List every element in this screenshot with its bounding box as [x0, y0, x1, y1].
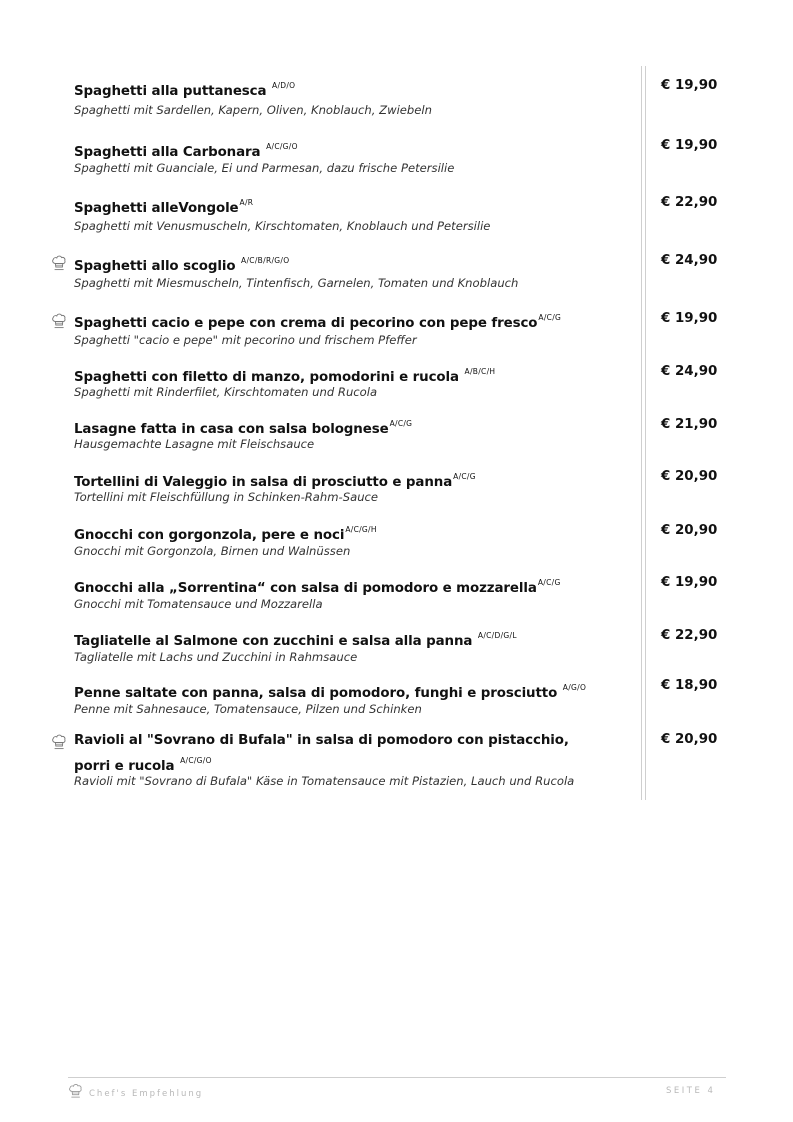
dish-description: Tagliatelle mit Lachs und Zucchini in Rahmsauce — [74, 650, 358, 664]
dish-name: Spaghetti allo scoglio $^{A/C/B/R/G/O}$ — [74, 256, 290, 274]
dish-name: Spaghetti alla puttanesca $^{A/D/O}$ — [74, 81, 296, 99]
dish-name: Gnocchi con gorgonzola, pere e noci$^{A/C/G/H}$ — [74, 525, 377, 543]
allergen-codes: A/D/O — [272, 81, 296, 90]
dish-price: € 20,90 — [661, 469, 718, 484]
chef-hat-icon — [68, 1081, 83, 1099]
dish-price: € 21,90 — [661, 417, 718, 432]
page-number: SEITE 4 — [666, 1086, 716, 1096]
allergen-codes: A/C/G — [389, 419, 413, 428]
dish-price: € 24,90 — [661, 253, 718, 268]
dish-price: € 22,90 — [661, 195, 718, 210]
allergen-codes: A/C/G/O — [180, 756, 212, 765]
dish-name: Tagliatelle al Salmone con zucchini e salsa alla panna $^{A/C/D/G/L}$ — [74, 631, 517, 649]
footer-legend-text: Chef's Empfehlung — [89, 1089, 204, 1099]
dish-price: € 19,90 — [661, 311, 718, 326]
dish-name: Ravioli al "Sovrano di Bufala" in salsa di pomodoro con pistacchio, porri e rucola $^{A/C/G/O}$ — [74, 733, 569, 774]
dish-description: Hausgemachte Lasagne mit Fleischsauce — [74, 437, 315, 451]
dish-description: Ravioli mit "Sovrano di Bufala" Käse in Tomatensauce mit Pistazien, Lauch und Rucola — [74, 774, 575, 788]
allergen-codes: A/C/G/H — [345, 525, 377, 534]
allergen-codes: A/C/G/O — [266, 142, 298, 151]
dish-description: Spaghetti "cacio e pepe" mit pecorino und frischem Pfeffer — [74, 333, 417, 347]
dish-name: Spaghetti con filetto di manzo, pomodorini e rucola $^{A/B/C/H}$ — [74, 367, 496, 385]
dish-price: € 19,90 — [661, 138, 718, 153]
dish-description: Gnocchi mit Tomatensauce und Mozzarella — [74, 597, 323, 611]
allergen-codes: A/G/O — [562, 683, 587, 692]
allergen-codes: A/C/B/R/G/O — [241, 256, 290, 265]
dish-description: Penne mit Sahnesauce, Tomatensauce, Pilzen und Schinken — [74, 702, 422, 716]
dish-description: Spaghetti mit Miesmuscheln, Tintenfisch, Garnelen, Tomaten und Knoblauch — [74, 276, 519, 290]
chef-hat-icon — [51, 732, 67, 750]
allergen-codes: A/R — [239, 198, 254, 207]
dish-name: Tortellini di Valeggio in salsa di prosciutto e panna$^{A/C/G}$ — [74, 472, 476, 490]
dish-name: Gnocchi alla „Sorrentina“ con salsa di pomodoro e mozzarella$^{A/C/G}$ — [74, 578, 561, 596]
dish-description: Spaghetti mit Rinderfilet, Kirschtomaten und Rucola — [74, 385, 378, 399]
dish-name: Spaghetti cacio e pepe con crema di pecorino con pepe fresco$^{A/C/G}$ — [74, 313, 562, 331]
dish-price: € 18,90 — [661, 678, 718, 693]
allergen-codes: A/C/D/G/L — [477, 631, 517, 640]
column-divider — [641, 66, 642, 800]
dish-name: Lasagne fatta in casa con salsa bolognese$^{A/C/G}$ — [74, 419, 413, 437]
footer-divider — [68, 1077, 726, 1078]
chef-hat-icon — [51, 253, 67, 271]
allergen-codes: A/C/G — [537, 578, 561, 587]
allergen-codes: A/B/C/H — [464, 367, 496, 376]
dish-price: € 19,90 — [661, 78, 718, 93]
chef-hat-icon — [51, 311, 67, 329]
dish-name: Penne saltate con panna, salsa di pomodoro, funghi e prosciutto $^{A/G/O}$ — [74, 683, 587, 701]
dish-description: Spaghetti mit Venusmuscheln, Kirschtomaten, Knoblauch und Petersilie — [74, 219, 491, 233]
allergen-codes: A/C/G — [538, 313, 562, 322]
dish-price: € 19,90 — [661, 575, 718, 590]
dish-price: € 24,90 — [661, 364, 718, 379]
dish-name: Spaghetti alla Carbonara $^{A/C/G/O}$ — [74, 142, 298, 160]
dish-description: Gnocchi mit Gorgonzola, Birnen und Walnüssen — [74, 544, 351, 558]
allergen-codes: A/C/G — [453, 472, 476, 481]
dish-description: Spaghetti mit Sardellen, Kapern, Oliven, Knoblauch, Zwiebeln — [74, 103, 432, 117]
dish-description: Tortellini mit Fleischfüllung in Schinken-Rahm-Sauce — [74, 490, 379, 504]
dish-name: Spaghetti alleVongole$^{A/R}$ — [74, 198, 254, 216]
dish-price: € 22,90 — [661, 628, 718, 643]
column-divider — [645, 66, 646, 800]
dish-price: € 20,90 — [661, 732, 718, 747]
dish-price: € 20,90 — [661, 523, 718, 538]
dish-description: Spaghetti mit Guanciale, Ei und Parmesan, dazu frische Petersilie — [74, 161, 455, 175]
